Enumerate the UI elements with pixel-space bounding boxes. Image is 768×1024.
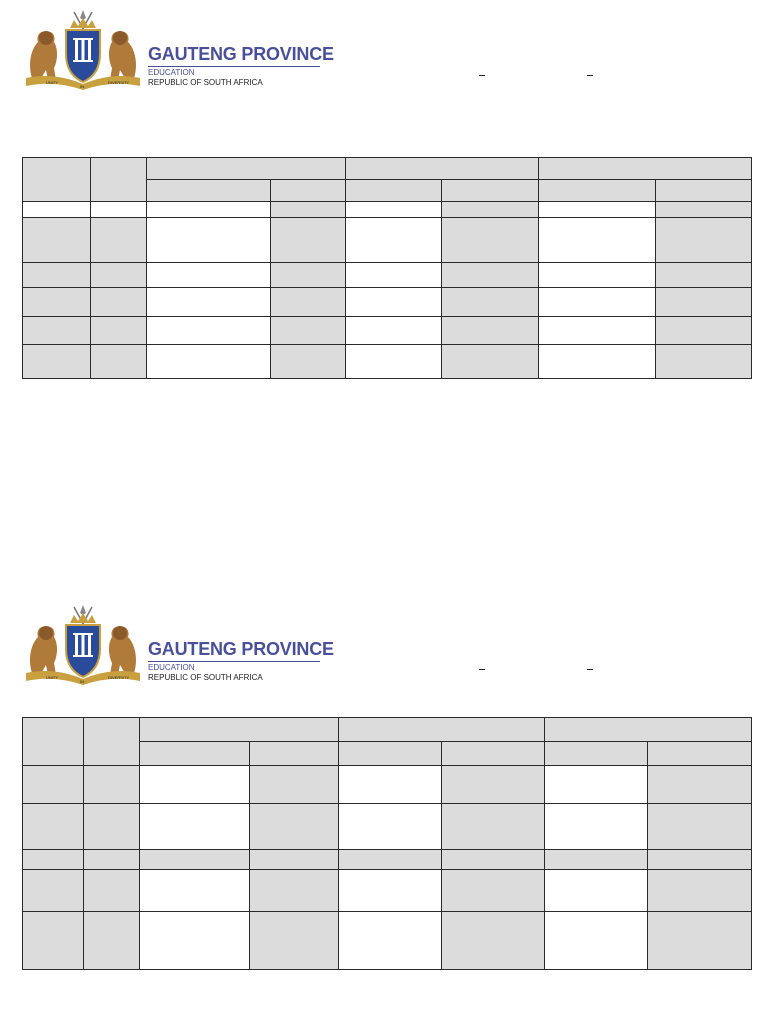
table-row (23, 850, 752, 870)
table-cell (656, 288, 752, 317)
table-cell (91, 317, 147, 345)
table-cell (23, 288, 91, 317)
table-cell (346, 158, 539, 180)
table-cell (656, 345, 752, 379)
table-cell (648, 742, 752, 766)
table-cell (23, 766, 84, 804)
table-cell (339, 912, 442, 970)
logo-text-block (148, 639, 334, 683)
gauteng-logo (24, 10, 334, 90)
table-cell (147, 158, 346, 180)
province-name: GAUTENG PROVINCE (148, 44, 334, 64)
table-cell (84, 804, 140, 850)
table-cell (250, 912, 339, 970)
table-cell (442, 345, 539, 379)
table-row (23, 912, 752, 970)
department-name: EDUCATION (148, 663, 195, 672)
table-cell (442, 870, 545, 912)
table-cell (140, 718, 339, 742)
table-cell (91, 345, 147, 379)
table-cell (346, 202, 442, 218)
table-cell (346, 218, 442, 263)
table-cell (84, 766, 140, 804)
form-table-1 (22, 157, 752, 379)
table-cell (84, 850, 140, 870)
table-cell (442, 202, 539, 218)
table-header-row (23, 158, 752, 180)
table-cell (91, 218, 147, 263)
table-row (23, 317, 752, 345)
table-cell (271, 345, 346, 379)
province-name: GAUTENG PROVINCE (148, 639, 334, 659)
table-cell (339, 850, 442, 870)
table-cell (140, 804, 250, 850)
table-cell (539, 158, 752, 180)
motto-right-text: DIVERSITY (108, 80, 130, 85)
table-cell (539, 180, 656, 202)
table-cell (648, 870, 752, 912)
table-cell (23, 158, 91, 202)
table-cell (23, 804, 84, 850)
department-name: EDUCATION (148, 68, 195, 77)
table-cell (271, 202, 346, 218)
table-cell (140, 912, 250, 970)
table-cell (442, 180, 539, 202)
table-cell (346, 345, 442, 379)
table-cell (539, 345, 656, 379)
table-cell (656, 202, 752, 218)
table-cell (442, 766, 545, 804)
table-cell (442, 850, 545, 870)
table-cell (346, 317, 442, 345)
table-cell (346, 180, 442, 202)
table-cell (250, 766, 339, 804)
table-cell (648, 766, 752, 804)
table-cell (442, 218, 539, 263)
motto-left-text: UNITY (46, 80, 58, 85)
logo-divider (148, 66, 320, 67)
table-cell (656, 180, 752, 202)
blank-mark-1 (479, 669, 485, 670)
form-section-2 (0, 595, 768, 1024)
table-cell (656, 263, 752, 288)
table-cell (91, 202, 147, 218)
table-cell (339, 742, 442, 766)
table-cell (84, 912, 140, 970)
table-cell (271, 263, 346, 288)
motto-middle-text: IN (80, 84, 84, 89)
table-cell (539, 202, 656, 218)
gauteng-logo (24, 605, 334, 685)
table-cell (339, 766, 442, 804)
table-cell (339, 804, 442, 850)
table-cell (147, 218, 271, 263)
table-cell (140, 766, 250, 804)
table-cell (346, 263, 442, 288)
table-cell (339, 718, 545, 742)
table-cell (140, 742, 250, 766)
table-cell (250, 870, 339, 912)
table-header-row (23, 718, 752, 742)
table-cell (545, 850, 648, 870)
table-cell (147, 317, 271, 345)
table-cell (339, 870, 442, 912)
table-cell (545, 742, 648, 766)
table-cell (23, 202, 91, 218)
table-cell (271, 317, 346, 345)
table-cell (147, 180, 271, 202)
table-cell (271, 218, 346, 263)
table-cell (23, 317, 91, 345)
table-cell (140, 850, 250, 870)
table-row (23, 288, 752, 317)
blank-mark-1 (479, 75, 485, 76)
table-row (23, 263, 752, 288)
table-cell (442, 742, 545, 766)
table-cell (346, 288, 442, 317)
logo-text-block (148, 44, 334, 88)
table-cell (545, 766, 648, 804)
table-cell (648, 850, 752, 870)
form-section-1 (0, 0, 768, 400)
table-cell (442, 912, 545, 970)
table-cell (91, 158, 147, 202)
table-cell (648, 912, 752, 970)
table-cell (250, 804, 339, 850)
table-cell (84, 870, 140, 912)
table-cell (23, 912, 84, 970)
table-cell (84, 718, 140, 766)
table-cell (147, 263, 271, 288)
table-cell (271, 288, 346, 317)
table-cell (147, 288, 271, 317)
table-cell (545, 804, 648, 850)
table-cell (23, 850, 84, 870)
country-name: REPUBLIC OF SOUTH AFRICA (148, 78, 263, 87)
motto-left-text: UNITY (46, 675, 58, 680)
table-cell (539, 263, 656, 288)
table-cell (656, 218, 752, 263)
table-cell (545, 912, 648, 970)
table-cell (442, 804, 545, 850)
logo-divider (148, 661, 320, 662)
table-row (23, 345, 752, 379)
table-cell (147, 345, 271, 379)
table-cell (140, 870, 250, 912)
table-cell (91, 288, 147, 317)
country-name: REPUBLIC OF SOUTH AFRICA (148, 673, 263, 682)
coat-of-arms-icon (24, 605, 142, 685)
table-cell (539, 288, 656, 317)
table-row (23, 870, 752, 912)
blank-mark-2 (587, 75, 593, 76)
form-table-2 (22, 717, 752, 970)
table-cell (250, 850, 339, 870)
table-cell (23, 263, 91, 288)
table-row (23, 218, 752, 263)
table-cell (23, 870, 84, 912)
table-row (23, 202, 752, 218)
blank-mark-2 (587, 669, 593, 670)
coat-of-arms-icon (24, 10, 142, 90)
table-cell (147, 202, 271, 218)
motto-right-text: DIVERSITY (108, 675, 130, 680)
table-cell (23, 218, 91, 263)
table-cell (656, 317, 752, 345)
table-cell (545, 870, 648, 912)
table-cell (23, 345, 91, 379)
table-cell (250, 742, 339, 766)
table-cell (648, 804, 752, 850)
table-cell (91, 263, 147, 288)
table-cell (545, 718, 752, 742)
table-cell (23, 718, 84, 766)
table-cell (442, 317, 539, 345)
table-cell (539, 218, 656, 263)
motto-middle-text: IN (80, 679, 84, 684)
table-row (23, 766, 752, 804)
table-cell (442, 288, 539, 317)
table-row (23, 804, 752, 850)
table-cell (442, 263, 539, 288)
table-cell (539, 317, 656, 345)
table-cell (271, 180, 346, 202)
